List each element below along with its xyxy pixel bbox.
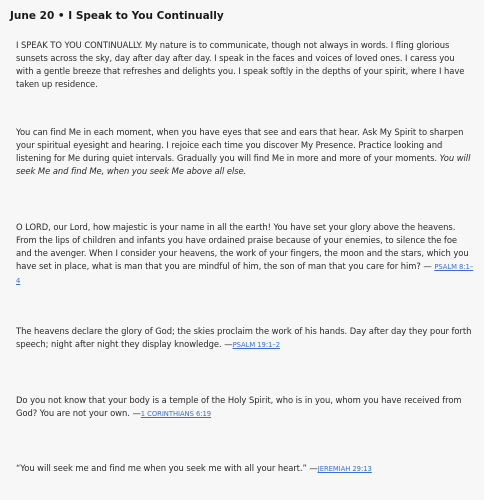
devotional-italic-summary: You will seek Me and find Me, when you seek Me above all else. [16,153,471,176]
scripture-reference-link-4[interactable]: JEREMIAH 29:13 [317,465,372,473]
scripture-passage-3 [16,394,474,421]
scripture-reference-link-1[interactable]: PSALM 8:1–4 [16,263,474,285]
scripture-reference-link-2[interactable]: PSALM 19:1–2 [232,341,280,349]
scripture-text-4: “You will seek me and find me when you seek me with all your heart.” — [16,463,318,473]
devotional-paragraph-1 [16,39,474,91]
devotional-paragraph-2 [16,126,474,178]
scripture-text-2: The heavens declare the glory of God; the skies proclaim the work of his hands. Day after day they pour forth speech; night after night they display knowledge. — [16,326,472,349]
scripture-passage-2 [16,325,474,352]
scripture-text-1: O LORD, our Lord, how majestic is your name in all the earth! You have set your glory above the heavens. From the lips of children and infants you have ordained praise because of your enemies, to silence the foe and the avenger. When I consider your heavens, the work of your fingers, the moon and the stars, which you have set in place, what is man that you are mindful of him, the son of man that you care for him? — [16,222,469,271]
page-title: June 20 • I Speak to You Continually [10,10,224,22]
scripture-passage-4 [16,462,474,476]
devotional-text-1: I SPEAK TO YOU CONTINUALLY. My nature is to communicate, though not always in words. I fling glorious sunsets across the sky, day after day after day. I speak in the faces and voices of loved ones. I caress you with a gentle breeze that refreshes and delights you. I speak softly in the depths of your spirit, where I have taken up residence. [16,40,465,89]
scripture-reference-link-3[interactable]: 1 CORINTHIANS 6:19 [140,410,212,418]
scripture-text-3: Do you not know that your body is a temple of the Holy Spirit, who is in you, whom you have received from God? You are not your own. — [16,395,462,418]
scripture-passage-1 [16,221,474,288]
devotional-text-2: You can find Me in each moment, when you have eyes that see and ears that hear. Ask My Spirit to sharpen your spiritual eyesight and hearing. I rejoice each time you discover My Presence. Practice looking and listening for Me during quiet intervals. Gradually you will find Me in more and more of your moments. [16,127,464,163]
